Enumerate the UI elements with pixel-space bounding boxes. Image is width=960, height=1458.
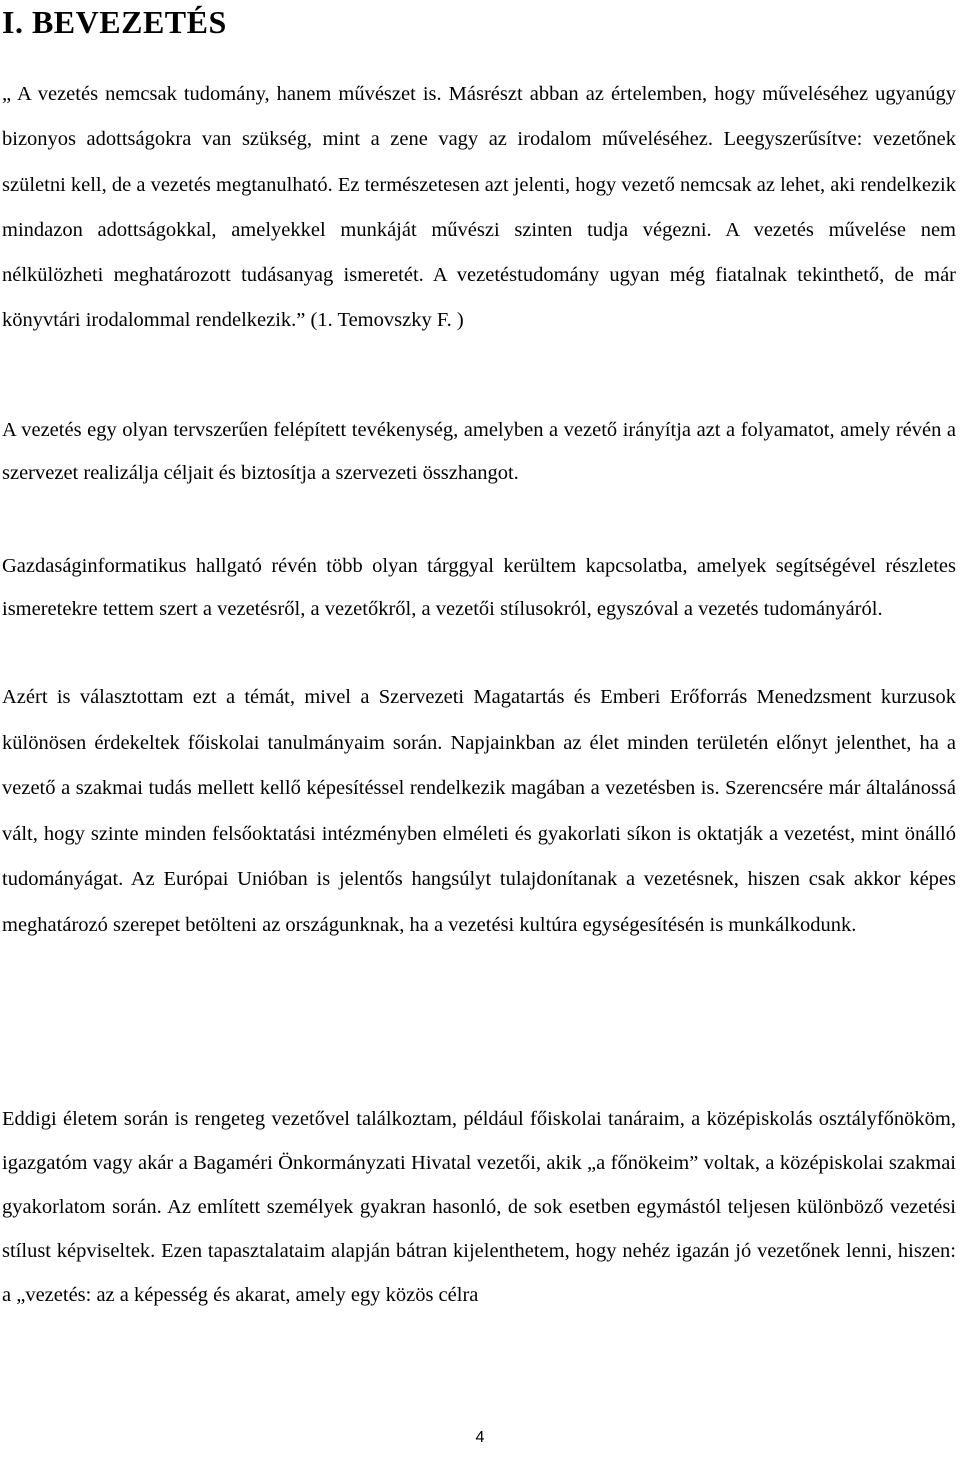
- section-heading: I. BEVEZETÉS: [2, 4, 227, 40]
- paragraph-topic-choice: Azért is választottam ezt a témát, mivel a Szervezeti Magatartás és Emberi Erőforrás Menedzsment kurzusok különösen érdekeltek főiskolai tanulmányaim során. Napjainkban az élet minden területén előnyt jelenthet, ha a vezető a szakmai tudás mellett kellő képesítéssel rendelkezik magában a vezetésben is. Szerencsére már általánossá vált, hogy szinte minden felsőoktatási intézményben elméleti és gyakorlati síkon is oktatják a vezetést, mint önálló tudományágat. Az Európai Unióban is jelentős hangsúlyt tulajdonítanak a vezetésnek, hiszen csak akkor képes meghatározó szerepet betölteni az országunknak, ha a vezetési kultúra egységesítésén is munkálkodunk.: [2, 686, 956, 936]
- paragraph-studies: Gazdaságinformatikus hallgató révén több olyan tárggyal kerültem kapcsolatba, amelyek segítségével részletes ismeretekre tettem szert a vezetésről, a vezetőkről, a vezetői stílusokról, egyszóval a vezetés tudományáról.: [2, 555, 956, 620]
- paragraph-definition: A vezetés egy olyan tervszerűen felépített tevékenység, amelyben a vezető irányítja azt a folyamatot, amely révén a szervezet realizálja céljait és biztosítja a szervezeti összhangot.: [2, 419, 956, 484]
- paragraph-quote: „ A vezetés nemcsak tudomány, hanem művészet is. Másrészt abban az értelemben, hogy műveléséhez ugyanúgy bizonyos adottságokra van szükség, mint a zene vagy az irodalom műveléséhez. Leegyszerűsítve: vezetőnek születni kell, de a vezetés megtanulható. Ez természetesen azt jelenti, hogy vezető nemcsak az lehet, aki rendelkezik mindazon adottságokkal, amelyekkel munkáját művészi szinten tudja végezni. A vezetés művelése nem nélkülözheti meghatározott tudásanyag ismeretét. A vezetéstudomány ugyan még fiatalnak tekinthető, de már könyvtári irodalommal rendelkezik.” (1. Temovszky F. ): [2, 83, 956, 332]
- page-number: 4: [475, 1429, 485, 1446]
- paragraph-experience: Eddigi életem során is rengeteg vezetővel találkoztam, például főiskolai tanáraim, a középiskolás osztályfőnököm, igazgatóm vagy akár a Bagaméri Önkormányzati Hivatal vezetői, akik „a főnökeim” voltak, a középiskolai szakmai gyakorlatom során. Az említett személyek gyakran hasonló, de sok esetben egymástól teljesen különböző vezetési stílust képviseltek. Ezen tapasztalataim alapján bátran kijelenthetem, hogy nehéz igazán jó vezetőnek lenni, hiszen: a „vezetés: az a képesség és akarat, amely egy közös célra: [2, 1108, 956, 1306]
